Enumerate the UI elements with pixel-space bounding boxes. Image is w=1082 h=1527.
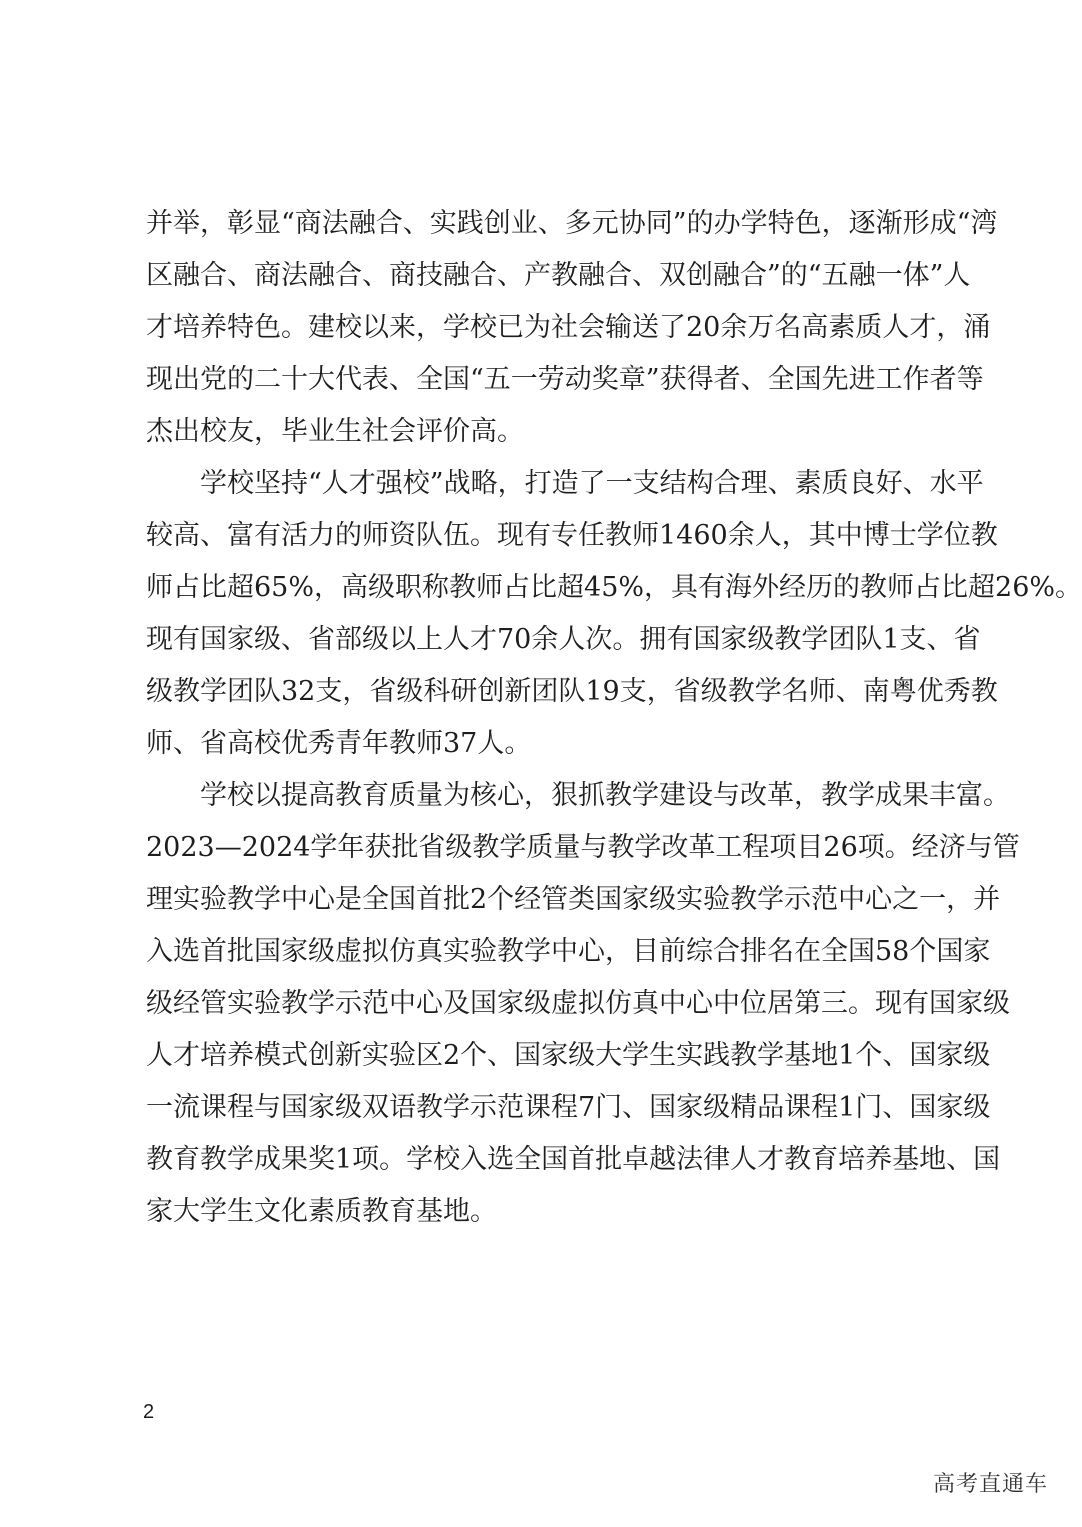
body-text (146, 198, 1082, 1238)
text-line: 师占比超65%，高级职称教师占比超45%，具有海外经历的教师占比超26%。 (146, 572, 1082, 603)
text-line: 才培养特色。建校以来，学校已为社会输送了20余万名高素质人才，涌 (146, 312, 991, 343)
text-line: 级教学团队32支，省级科研创新团队19支，省级教学名师、南粤优秀教 (146, 676, 998, 707)
text-line: 人才培养模式创新实验区2个、国家级大学生实践教学基地1个、国家级 (146, 1040, 991, 1071)
text-line: 较高、富有活力的师资队伍。现有专任教师1460余人，其中博士学位教 (146, 520, 998, 551)
text-line: 区融合、商法融合、商技融合、产教融合、双创融合”的“五融一体”人 (146, 260, 971, 291)
text-line: 学校坚持“人才强校”战略，打造了一支结构合理、素质良好、水平 (200, 468, 984, 499)
text-line: 级经管实验教学示范中心及国家级虚拟仿真中心中位居第三。现有国家级 (146, 988, 1010, 1019)
text-line: 家大学生文化素质教育基地。 (146, 1196, 497, 1227)
text-line: 教育教学成果奖1项。学校入选全国首批卓越法律人才教育培养基地、国 (146, 1144, 1001, 1175)
text-line: 现出党的二十大代表、全国“五一劳动奖章”获得者、全国先进工作者等 (146, 364, 984, 395)
text-line: 学校以提高教育质量为核心，狠抓教学建设与改革，教学成果丰富。 (200, 780, 1010, 811)
watermark-text: 高考直通车 (932, 1472, 1048, 1497)
page-number: 2 (143, 1401, 155, 1423)
text-line: 一流课程与国家级双语教学示范课程7门、国家级精品课程1门、国家级 (146, 1092, 991, 1123)
text-line: 杰出校友，毕业生社会评价高。 (146, 416, 524, 447)
text-line: 并举，彰显“商法融合、实践创业、多元协同”的办学特色，逐渐形成“湾 (146, 208, 998, 239)
text-line: 理实验教学中心是全国首批2个经管类国家级实验教学示范中心之一，并 (146, 884, 1001, 915)
text-line: 现有国家级、省部级以上人才70余人次。拥有国家级教学团队1支、省 (146, 624, 981, 655)
text-line: 2023—2024学年获批省级教学质量与教学改革工程项目26项。经济与管 (146, 832, 1020, 863)
text-line: 入选首批国家级虚拟仿真实验教学中心，目前综合排名在全国58个国家 (146, 936, 991, 967)
text-line: 师、省高校优秀青年教师37人。 (146, 728, 532, 759)
